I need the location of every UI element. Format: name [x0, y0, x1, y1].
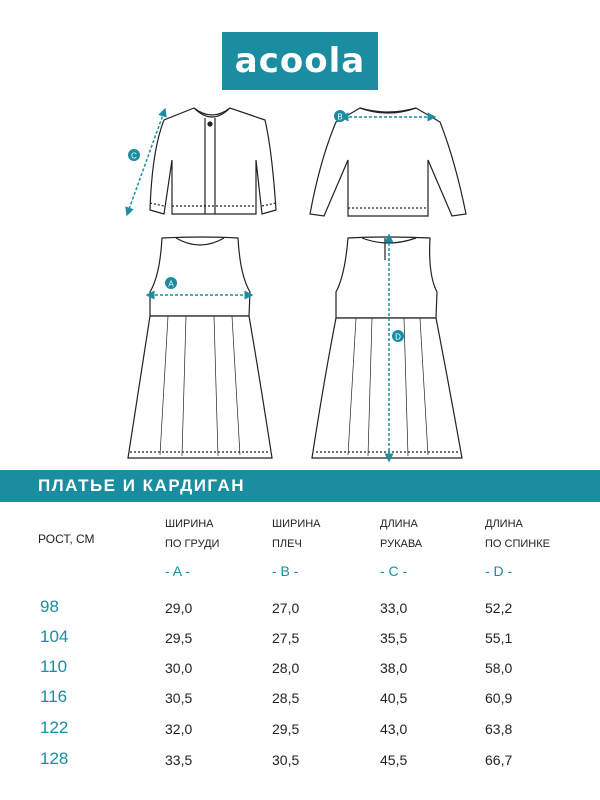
cell-shoulder: 27,0 [272, 600, 300, 616]
cardigan-back-sketch [310, 108, 466, 216]
row-size: 104 [40, 627, 69, 646]
cardigan-front-sketch [150, 108, 276, 214]
cell-sleeve: 35,5 [380, 630, 408, 646]
marker-b-label: B [337, 112, 343, 122]
page-title: ПЛАТЬЕ И КАРДИГАН [38, 476, 246, 495]
marker-c-label: C [131, 151, 137, 161]
cell-back: 52,2 [485, 600, 513, 616]
cell-sleeve: 40,5 [380, 690, 408, 706]
dress-back-sketch [312, 237, 462, 458]
cell-sleeve: 45,5 [380, 752, 408, 768]
row-size: 98 [40, 597, 59, 616]
cell-shoulder: 28,5 [272, 690, 300, 706]
cell-chest: 30,0 [165, 660, 193, 676]
header-line2: ПО СПИНКЕ [485, 538, 550, 550]
title-banner [0, 470, 600, 502]
column-code-c: - C - [380, 563, 408, 579]
marker-d-label: D [395, 332, 401, 342]
column-code-b: - B - [272, 563, 299, 579]
cell-chest: 33,5 [165, 752, 193, 768]
header-line2: ПО ГРУДИ [165, 538, 220, 550]
cell-back: 58,0 [485, 660, 513, 676]
cell-sleeve: 38,0 [380, 660, 408, 676]
garment-sketches [0, 100, 600, 470]
cell-back: 55,1 [485, 630, 513, 646]
cell-shoulder: 27,5 [272, 630, 300, 646]
header-sleeve-length [380, 514, 422, 554]
cell-chest: 29,5 [165, 630, 193, 646]
marker-a [165, 277, 177, 289]
cell-shoulder: 30,5 [272, 752, 300, 768]
header-shoulder-width [272, 514, 321, 554]
cell-shoulder: 28,0 [272, 660, 300, 676]
dress-front-sketch [128, 237, 272, 458]
row-size: 110 [40, 657, 68, 676]
header-chest-width [165, 514, 219, 554]
header-height-cm: РОСТ, СМ [38, 532, 95, 546]
row-size: 122 [40, 718, 69, 737]
marker-a-label: A [168, 279, 174, 289]
header-line2: ПЛЕЧ [272, 538, 302, 550]
marker-d [392, 330, 404, 342]
header-line1: ШИРИНА [165, 518, 214, 530]
cell-sleeve: 43,0 [380, 721, 408, 737]
marker-c [128, 149, 140, 161]
header-line1: ДЛИНА [380, 518, 418, 530]
header-line1: ШИРИНА [272, 518, 321, 530]
cell-back: 63,8 [485, 721, 513, 737]
cell-back: 66,7 [485, 752, 513, 768]
column-code-a: - A - [165, 563, 190, 579]
header-line1: ДЛИНА [485, 518, 523, 530]
header-back-length [485, 514, 550, 554]
row-size: 116 [40, 687, 68, 706]
cell-shoulder: 29,5 [272, 721, 300, 737]
row-size: 128 [40, 749, 69, 768]
column-code-d: - D - [485, 563, 513, 579]
header-line2: РУКАВА [380, 538, 423, 550]
cell-chest: 30,5 [165, 690, 193, 706]
cell-chest: 32,0 [165, 721, 193, 737]
cell-chest: 29,0 [165, 600, 193, 616]
brand-logo-text: acoola [234, 41, 366, 81]
cell-back: 60,9 [485, 690, 513, 706]
marker-b [334, 110, 346, 122]
cell-sleeve: 33,0 [380, 600, 408, 616]
brand-logo [222, 32, 378, 90]
